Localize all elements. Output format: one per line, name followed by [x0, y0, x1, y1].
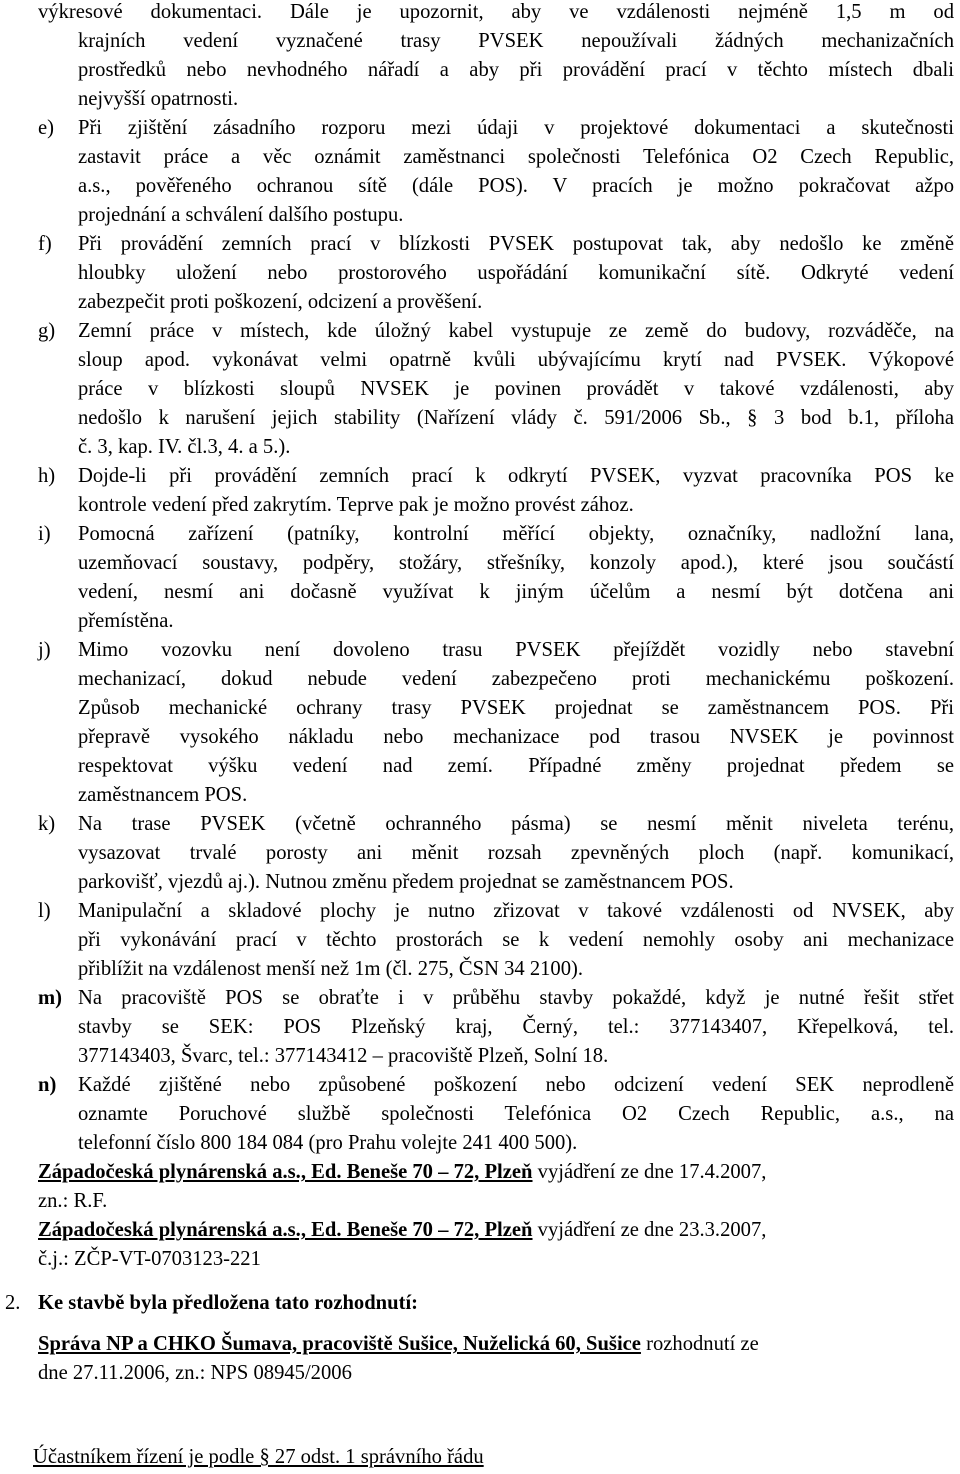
item-i-line-1: Pomocná zařízení (patníky, kontrolní měřící objekty, označníky, nadložní lana,: [78, 523, 954, 545]
item-g-line-2: sloup apod. vykonávat velmi opatrně kvůli ubývajícímu krytí nad PVSEK. Výkopové: [78, 349, 954, 371]
item-marker-e: e): [38, 117, 54, 139]
decision-org: Správa NP a CHKO Šumava, pracoviště Sušice, Nuželická 60, Sušice: [38, 1333, 641, 1355]
statement-1-line: [38, 1162, 766, 1183]
item-k-line-3: parkovišť, vjezdů aj.). Nutnou změnu předem projednat se zaměstnancem POS.: [78, 871, 734, 893]
item-h-line-1: Dojde-li při provádění zemních prací k odkrytí PVSEK, vyzvat pracovníka POS ke: [78, 465, 954, 487]
item-marker-h: h): [38, 465, 56, 487]
item-i-line-2: uzemňovací soustavy, podpěry, stožáry, střešníky, konzoly apod.), které jsou součástí: [78, 552, 954, 574]
item-e-line-1: Při zjištění zásadního rozporu mezi údaji v projektové dokumentaci a skutečnosti: [78, 117, 954, 139]
statement-2-date: vyjádření ze dne 23.3.2007,: [532, 1219, 767, 1241]
item-f-line-3: zabezpečit proti poškození, odcizení a prověšení.: [78, 291, 483, 313]
item-marker-k: k): [38, 813, 56, 835]
item-g-line-4: nedošlo k narušení jejich stability (Nařízení vlády č. 591/2006 Sb., § 3 bod b.1, příloha: [78, 407, 954, 429]
section-2-heading: Ke stavbě byla předložena tato rozhodnutí:: [38, 1292, 419, 1314]
item-n-line-1: Každé zjištěné nebo způsobené poškození nebo odcizení vedení SEK neprodleně: [78, 1074, 954, 1096]
intro-line-1: výkresové dokumentaci. Dále je upozornit, aby ve vzdálenosti nejméně 1,5 m od: [38, 1, 954, 23]
item-l-line-3: přiblížit na vzdálenost menší než 1m (čl. 275, ČSN 34 2100).: [78, 958, 584, 980]
item-g-line-3: práce v blízkosti sloupů NVSEK je povinen provádět v takové vzdálenosti, aby: [78, 378, 954, 400]
item-j-line-6: zaměstnancem POS.: [78, 784, 248, 806]
item-marker-f: f): [38, 233, 52, 255]
statement-1-date: vyjádření ze dne 17.4.2007,: [532, 1161, 767, 1183]
item-f-line-2: hloubky uložení nebo prostorového uspořádání komunikační sítě. Odkryté vedení: [78, 262, 954, 284]
item-h-line-2: kontrole vedení před zakrytím. Teprve pak je možno provést zához.: [78, 494, 634, 516]
item-e-line-3: a.s., pověřeného ochranou sítě (dále POS). V pracích je možno pokračovat ažpo: [78, 175, 954, 197]
item-i-line-3: vedení, nesmí ani dočasně využívat k jiným účelům a nesmí být dotčena ani: [78, 581, 954, 603]
item-e-line-2: zastavit práce a věc oznámit zaměstnanci společnosti Telefónica O2 Czech Republic,: [78, 146, 954, 168]
item-j-line-3: Způsob mechanické ochrany trasy PVSEK projednat se zaměstnancem POS. Při: [78, 697, 954, 719]
item-k-line-1: Na trase PVSEK (včetně ochranného pásma) se nesmí měnit niveleta terénu,: [78, 813, 954, 835]
item-marker-g: g): [38, 320, 56, 342]
intro-line-2: krajních vedení vyznačené trasy PVSEK nepoužívali žádných mechanizačních: [78, 30, 954, 52]
item-n-line-2: oznamte Poruchové službě společnosti Telefónica O2 Czech Republic, a.s., na: [78, 1103, 954, 1125]
intro-line-4: nejvyšší opatrnosti.: [78, 88, 239, 110]
item-marker-l: l): [38, 900, 51, 922]
item-m-line-3: 377143403, Švarc, tel.: 377143412 – pracoviště Plzeň, Solní 18.: [78, 1045, 609, 1067]
statement-2-org: Západočeská plynárenská a.s., Ed. Beneše 70 – 72, Plzeň: [38, 1219, 533, 1241]
item-n-line-3: telefonní číslo 800 184 084 (pro Prahu volejte 241 400 500).: [78, 1132, 578, 1154]
item-j-line-2: mechanizací, dokud nebude vedení zabezpečeno proti mechanickému poškození.: [78, 668, 954, 690]
item-l-line-1: Manipulační a skladové plochy je nutno zřizovat v takové vzdálenosti od NVSEK, aby: [78, 900, 954, 922]
participants-note: Účastníkem řízení je podle § 27 odst. 1 správního řádu: [33, 1446, 484, 1468]
item-marker-n: n): [38, 1074, 57, 1096]
statement-2-line: [38, 1220, 766, 1241]
item-marker-m: m): [38, 987, 63, 1009]
decision-line: [38, 1334, 759, 1355]
decision-date: dne 27.11.2006, zn.: NPS 08945/2006: [38, 1362, 352, 1384]
item-m-line-2: stavby se SEK: POS Plzeňský kraj, Černý, tel.: 377143407, Křepelková, tel.: [78, 1016, 954, 1038]
decision-label: rozhodnutí ze: [640, 1333, 759, 1355]
item-m-line-1: Na pracoviště POS se obraťte i v průběhu stavby pokaždé, když je nutné řešit střet: [78, 987, 954, 1009]
intro-line-3: prostředků nebo nevhodného nářadí a aby při provádění prací v těchto místech dbali: [78, 59, 954, 81]
item-e-line-4: projednání a schválení dalšího postupu.: [78, 204, 404, 226]
section-2-number: 2.: [5, 1292, 21, 1314]
item-i-line-4: přemístěna.: [78, 610, 174, 632]
statement-1-org: Západočeská plynárenská a.s., Ed. Beneše 70 – 72, Plzeň: [38, 1161, 533, 1183]
item-j-line-4: přepravě vysokého nákladu nebo mechanizace pod trasou NVSEK je povinnost: [78, 726, 954, 748]
statement-1-ref: zn.: R.F.: [38, 1190, 108, 1212]
item-j-line-1: Mimo vozovku není dovoleno trasu PVSEK přejíždět vozidly nebo stavební: [78, 639, 954, 661]
item-marker-i: i): [38, 523, 51, 545]
item-g-line-1: Zemní práce v místech, kde úložný kabel vystupuje ze země do budovy, rozváděče, na: [78, 320, 954, 342]
item-j-line-5: respektovat výšku vedení nad zemí. Případné změny projednat předem se: [78, 755, 954, 777]
item-marker-j: j): [38, 639, 51, 661]
item-g-line-5: č. 3, kap. IV. čl.3, 4. a 5.).: [78, 436, 291, 458]
item-f-line-1: Při provádění zemních prací v blízkosti PVSEK postupovat tak, aby nedošlo ke změně: [78, 233, 954, 255]
item-k-line-2: vysazovat trvalé porosty ani měnit rozsah zpevněných ploch (např. komunikací,: [78, 842, 954, 864]
item-l-line-2: při vykonávání prací v těchto prostorách se k vedení nemohly osoby ani mechanizace: [78, 929, 954, 951]
statement-2-ref: č.j.: ZČP-VT-0703123-221: [38, 1248, 261, 1270]
